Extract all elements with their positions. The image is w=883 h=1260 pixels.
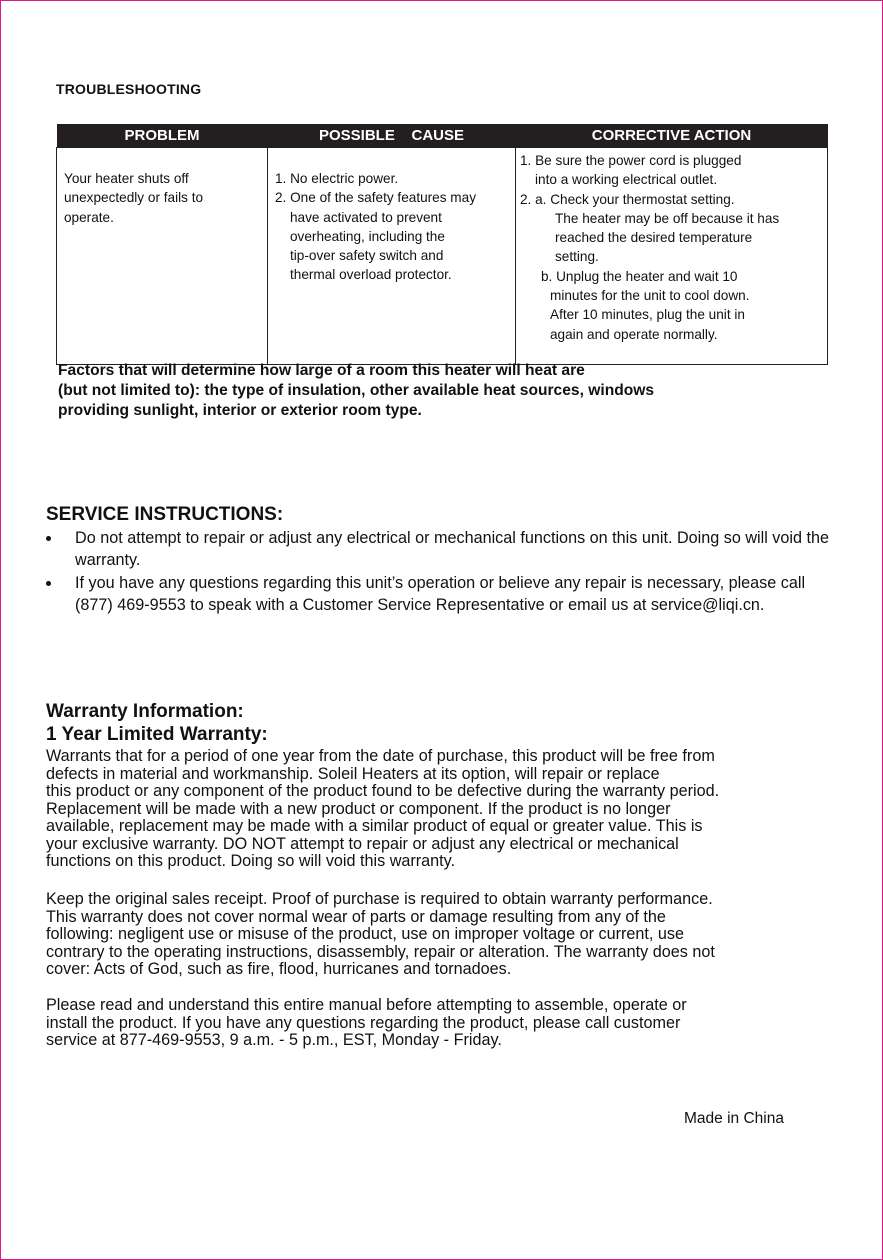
problem-cell xyxy=(57,148,268,365)
action-line: 2. a. Check your thermostat setting. xyxy=(520,191,735,207)
warranty-line: your exclusive warranty. DO NOT attempt to repair or adjust any electrical or mechanical xyxy=(46,834,679,853)
problem-line: unexpectedly or fails to xyxy=(64,190,204,206)
warranty-heading: Warranty Information: xyxy=(46,701,244,722)
warranty-paragraph-2 xyxy=(46,891,836,979)
service-instructions-heading: SERVICE INSTRUCTIONS: xyxy=(46,504,284,525)
troubleshooting-table xyxy=(56,124,828,365)
warranty-line: service at 877-469-9553, 9 a.m. - 5 p.m., EST, Monday - Friday. xyxy=(46,1031,502,1049)
made-in-label: Made in China xyxy=(684,1110,784,1127)
cause-cell xyxy=(268,148,516,365)
warranty-line: defects in material and workmanship. Soleil Heaters at its option, will repair or replace xyxy=(46,764,660,783)
cause-line: have activated to prevent xyxy=(290,209,442,225)
table-row xyxy=(57,148,828,365)
action-line: minutes for the unit to cool down. xyxy=(550,288,750,304)
list-item xyxy=(46,527,846,571)
warranty-line: this product or any component of the product found to be defective during the warranty period. xyxy=(46,782,720,800)
action-line: again and operate normally. xyxy=(550,326,718,342)
header-corrective-action: CORRECTIVE ACTION xyxy=(516,124,828,148)
warranty-line: Please read and understand this entire manual before attempting to assemble, operate or xyxy=(46,996,687,1014)
problem-line: Your heater shuts off xyxy=(64,171,189,186)
factors-line: (but not limited to): the type of insulation, other available heat sources, windows xyxy=(58,382,655,399)
warranty-paragraph-1 xyxy=(46,748,836,871)
action-line: The heater may be off because it has xyxy=(555,210,780,226)
warranty-paragraph-3 xyxy=(46,997,836,1050)
warranty-line: following: negligent use or misuse of the product, use on improper voltage or current, use xyxy=(46,925,684,943)
action-line: 1. Be sure the power cord is plugged xyxy=(520,153,742,168)
warranty-line: functions on this product. Doing so will void this warranty. xyxy=(46,852,456,870)
warranty-line: Replacement will be made with a new product or component. If the product is no longer xyxy=(46,799,671,818)
cause-line: 2. One of the safety features may xyxy=(275,190,476,206)
bullet-dot-icon xyxy=(46,536,51,541)
action-line: reached the desired temperature xyxy=(555,230,753,246)
warranty-line: Warrants that for a period of one year from the date of purchase, this product will be free from xyxy=(46,747,715,765)
service-bullet-text: If you have any questions regarding this unit’s operation or believe any repair is necessary, please call (877) 469-9553 to speak with a Customer Service Representative or email us at service@liqi.cn. xyxy=(75,574,806,614)
cause-line: 1. No electric power. xyxy=(275,171,399,186)
problem-line: operate. xyxy=(64,209,114,225)
bullet-dot-icon xyxy=(46,581,51,586)
table-header-row xyxy=(57,124,828,148)
header-possible-cause: POSSIBLE CAUSE xyxy=(268,124,516,148)
action-line: into a working electrical outlet. xyxy=(535,172,718,188)
action-line: After 10 minutes, plug the unit in xyxy=(550,307,745,323)
service-bullet-text: Do not attempt to repair or adjust any electrical or mechanical functions on this unit. Doing so will void the warranty. xyxy=(75,529,829,569)
service-bullet-list xyxy=(46,527,846,617)
factors-line: Factors that will determine how large of a room this heater will heat are xyxy=(58,362,585,379)
warranty-line: contrary to the operating instructions, disassembly, repair or alteration. The warranty does not xyxy=(46,942,715,961)
troubleshooting-title: TROUBLESHOOTING xyxy=(56,81,202,97)
warranty-line: install the product. If you have any questions regarding the product, please call customer xyxy=(46,1013,681,1032)
action-line: b. Unplug the heater and wait 10 xyxy=(541,268,738,284)
list-item xyxy=(46,572,846,616)
action-line: setting. xyxy=(555,249,599,265)
action-cell xyxy=(516,148,828,365)
room-size-factors-note xyxy=(58,361,818,421)
warranty-line: cover: Acts of God, such as fire, flood, hurricanes and tornadoes. xyxy=(46,960,512,978)
cause-line: tip-over safety switch and xyxy=(290,248,444,264)
cause-line: overheating, including the xyxy=(290,228,445,244)
header-problem: PROBLEM xyxy=(57,124,268,148)
warranty-line: Keep the original sales receipt. Proof of purchase is required to obtain warranty performance. xyxy=(46,890,713,908)
limited-warranty-subheading: 1 Year Limited Warranty: xyxy=(46,724,268,745)
factors-line: providing sunlight, interior or exterior room type. xyxy=(58,402,422,419)
warranty-line: available, replacement may be made with a similar product of equal or greater value. This is xyxy=(46,817,703,835)
cause-line: thermal overload protector. xyxy=(290,267,452,283)
warranty-line: This warranty does not cover normal wear of parts or damage resulting from any of the xyxy=(46,907,666,926)
